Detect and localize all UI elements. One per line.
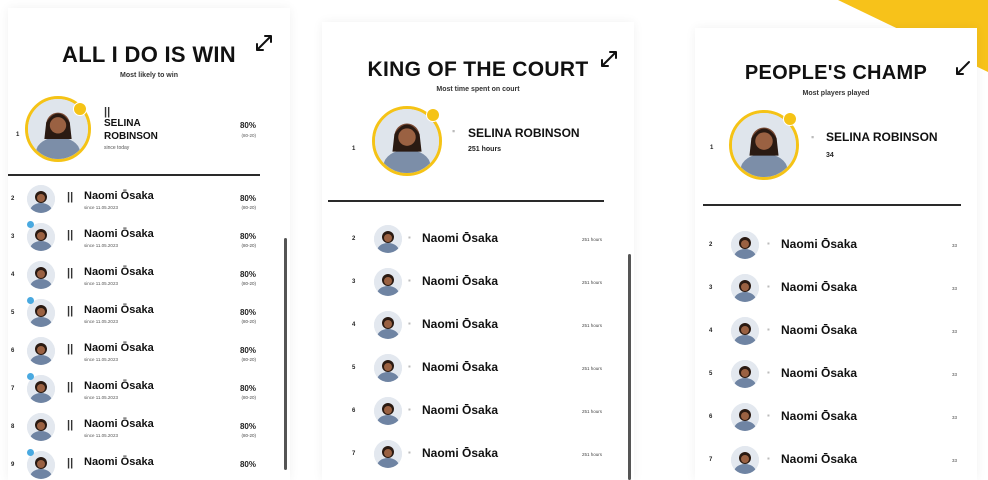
leaderboard-card-win (8, 8, 290, 480)
win-percentage: 80% (239, 346, 256, 355)
list-item[interactable] (322, 218, 634, 260)
win-record: (80-20) (241, 319, 256, 324)
avatar (374, 440, 402, 468)
rank-number: 9 (11, 462, 15, 468)
player-name: Naomi Ōsaka (781, 280, 858, 294)
crown-badge-icon (783, 112, 797, 126)
win-percentage: 80% (239, 121, 256, 130)
list-item[interactable] (695, 396, 977, 438)
winner-stat: 34 (826, 152, 834, 159)
win-percentage: 80% (239, 194, 256, 203)
player-stat: 251 hours (581, 237, 602, 242)
divider (328, 200, 604, 202)
list-item[interactable] (8, 180, 290, 218)
crown-badge-icon (426, 108, 440, 122)
leaderboard-card-people (695, 28, 977, 480)
rank-number: 1 (16, 132, 20, 138)
card-title: ALL I DO IS WIN (62, 42, 236, 67)
flag-icon: ▪ (408, 362, 411, 371)
flag-icon: || (67, 229, 74, 241)
list-item[interactable] (695, 224, 977, 266)
flag-icon: || (67, 305, 74, 317)
player-name: Naomi Ōsaka (781, 323, 858, 337)
player-stat: 251 hours (581, 409, 602, 414)
status-badge-icon (27, 449, 34, 456)
scrollbar[interactable] (284, 238, 287, 470)
list-item[interactable] (8, 256, 290, 294)
player-stat: 33 (951, 458, 957, 463)
winner-name-line2: ROBINSON (104, 131, 158, 142)
leaderboard-card-court (322, 22, 634, 480)
player-since: since 11.05.2023 (84, 205, 118, 210)
list-item[interactable] (322, 433, 634, 475)
rank-number: 3 (709, 285, 713, 291)
win-percentage: 80% (239, 384, 256, 393)
rank-number: 1 (710, 145, 714, 151)
card-subtitle: Most time spent on court (436, 86, 520, 93)
rank-number: 1 (352, 146, 356, 152)
scrollbar[interactable] (628, 254, 631, 480)
rank-number: 7 (352, 451, 356, 457)
flag-icon: ▪ (767, 368, 770, 377)
winner-row[interactable] (8, 96, 290, 176)
list-item[interactable] (8, 332, 290, 370)
player-stat: 251 hours (581, 452, 602, 457)
player-name: Naomi Ōsaka (781, 409, 858, 423)
avatar (731, 403, 759, 431)
rank-number: 4 (352, 322, 356, 328)
player-since: since 11.05.2023 (84, 281, 118, 286)
flag-icon: ▪ (452, 126, 456, 136)
avatar (27, 261, 55, 289)
rank-number: 8 (11, 424, 15, 430)
player-name: Naomi Ōsaka (781, 366, 858, 380)
rank-number: 7 (709, 457, 713, 463)
card-subtitle: Most likely to win (120, 72, 178, 79)
list-item[interactable] (695, 353, 977, 395)
player-since: since 11.05.2023 (84, 433, 118, 438)
avatar (731, 446, 759, 474)
flag-icon: ▪ (767, 411, 770, 420)
flag-icon: ▪ (408, 233, 411, 242)
flag-icon: || (67, 267, 74, 279)
rank-number: 6 (709, 414, 713, 420)
list-item[interactable] (322, 304, 634, 346)
player-stat: 33 (951, 372, 957, 377)
flag-icon: || (67, 343, 74, 355)
list-item[interactable] (8, 408, 290, 446)
flag-icon: || (67, 419, 74, 431)
win-record: (80-20) (241, 281, 256, 286)
player-name: Naomi Ōsaka (422, 446, 499, 460)
player-stat: 251 hours (581, 280, 602, 285)
avatar (374, 311, 402, 339)
win-record: (80-20) (241, 357, 256, 362)
winner-name: SELINA ROBINSON (468, 126, 580, 140)
flag-icon: ▪ (811, 132, 815, 142)
flag-icon: || (104, 106, 111, 118)
list-item[interactable] (8, 370, 290, 408)
divider (703, 204, 961, 206)
winner-row[interactable] (322, 106, 634, 196)
flag-icon: ▪ (408, 448, 411, 457)
win-record: (80-20) (241, 243, 256, 248)
rank-number: 7 (11, 386, 15, 392)
win-percentage: 80% (239, 422, 256, 431)
rank-number: 6 (352, 408, 356, 414)
status-badge-icon (27, 221, 34, 228)
player-name: Naomi Ōsaka (84, 190, 154, 202)
player-name: Naomi Ōsaka (84, 228, 154, 240)
rank-number: 2 (11, 196, 15, 202)
player-stat: 251 hours (581, 323, 602, 328)
player-name: Naomi Ōsaka (84, 456, 154, 468)
win-record: (80-20) (241, 133, 256, 138)
avatar (27, 413, 55, 441)
avatar (27, 337, 55, 365)
flag-icon: || (67, 381, 74, 393)
avatar (731, 231, 759, 259)
win-record: (80-20) (241, 395, 256, 400)
rank-number: 5 (709, 371, 713, 377)
avatar (374, 225, 402, 253)
avatar (374, 268, 402, 296)
rank-number: 6 (11, 348, 15, 354)
player-name: Naomi Ōsaka (84, 266, 154, 278)
card-title: KING OF THE COURT (367, 58, 589, 81)
status-badge-icon (27, 297, 34, 304)
rank-number: 3 (352, 279, 356, 285)
card-subtitle: Most players played (802, 90, 870, 97)
player-stat: 33 (951, 243, 957, 248)
flag-icon: || (67, 191, 74, 203)
winner-name: SELINA ROBINSON (826, 130, 938, 144)
player-name: Naomi Ōsaka (781, 237, 858, 251)
player-name: Naomi Ōsaka (422, 403, 499, 417)
flag-icon: ▪ (767, 239, 770, 248)
win-record: (80-20) (241, 205, 256, 210)
winner-since: since today (104, 145, 130, 151)
flag-icon: ▪ (408, 405, 411, 414)
winner-name: SELINA (104, 118, 141, 129)
crown-badge-icon (73, 102, 87, 116)
player-name: Naomi Ōsaka (422, 317, 499, 331)
flag-icon: ▪ (767, 325, 770, 334)
list-item[interactable] (8, 446, 290, 480)
player-name: Naomi Ōsaka (84, 342, 154, 354)
win-percentage: 80% (239, 460, 256, 469)
winner-row[interactable] (695, 110, 977, 200)
avatar (731, 274, 759, 302)
win-percentage: 80% (239, 308, 256, 317)
player-since: since 11.05.2023 (84, 395, 118, 400)
avatar (731, 360, 759, 388)
rank-number: 4 (709, 328, 713, 334)
player-name: Naomi Ōsaka (422, 360, 499, 374)
player-stat: 251 hours (581, 366, 602, 371)
win-percentage: 80% (239, 232, 256, 241)
flag-icon: ▪ (767, 454, 770, 463)
player-stat: 33 (951, 286, 957, 291)
list-item[interactable] (322, 347, 634, 389)
win-percentage: 80% (239, 270, 256, 279)
player-stat: 33 (951, 415, 957, 420)
divider (8, 174, 260, 176)
player-since: since 11.05.2023 (84, 319, 118, 324)
rank-number: 3 (11, 234, 15, 240)
flag-icon: || (67, 457, 74, 469)
list-item[interactable] (8, 218, 290, 256)
flag-icon: ▪ (408, 276, 411, 285)
player-name: Naomi Ōsaka (422, 231, 499, 245)
list-item[interactable] (322, 390, 634, 432)
flag-icon: ▪ (408, 319, 411, 328)
avatar (731, 317, 759, 345)
winner-stat: 251 hours (468, 146, 502, 153)
list-item[interactable] (695, 439, 977, 480)
avatar (374, 354, 402, 382)
avatar (27, 185, 55, 213)
player-stat: 33 (951, 329, 957, 334)
rank-number: 2 (352, 236, 356, 242)
player-since: since 11.05.2023 (84, 243, 118, 248)
player-name: Naomi Ōsaka (781, 452, 858, 466)
status-badge-icon (27, 373, 34, 380)
win-record: (80-20) (241, 433, 256, 438)
player-since: since 11.05.2023 (84, 357, 118, 362)
list-item[interactable] (8, 294, 290, 332)
rank-number: 5 (11, 310, 15, 316)
avatar (374, 397, 402, 425)
rank-number: 2 (709, 242, 713, 248)
card-title: PEOPLE'S CHAMP (744, 62, 928, 84)
list-item[interactable] (695, 267, 977, 309)
player-name: Naomi Ōsaka (84, 418, 154, 430)
rank-number: 4 (11, 272, 15, 278)
player-name: Naomi Ōsaka (84, 304, 154, 316)
list-item[interactable] (695, 310, 977, 352)
rank-number: 5 (352, 365, 356, 371)
player-name: Naomi Ōsaka (84, 380, 154, 392)
flag-icon: ▪ (767, 282, 770, 291)
list-item[interactable] (322, 261, 634, 303)
player-name: Naomi Ōsaka (422, 274, 499, 288)
